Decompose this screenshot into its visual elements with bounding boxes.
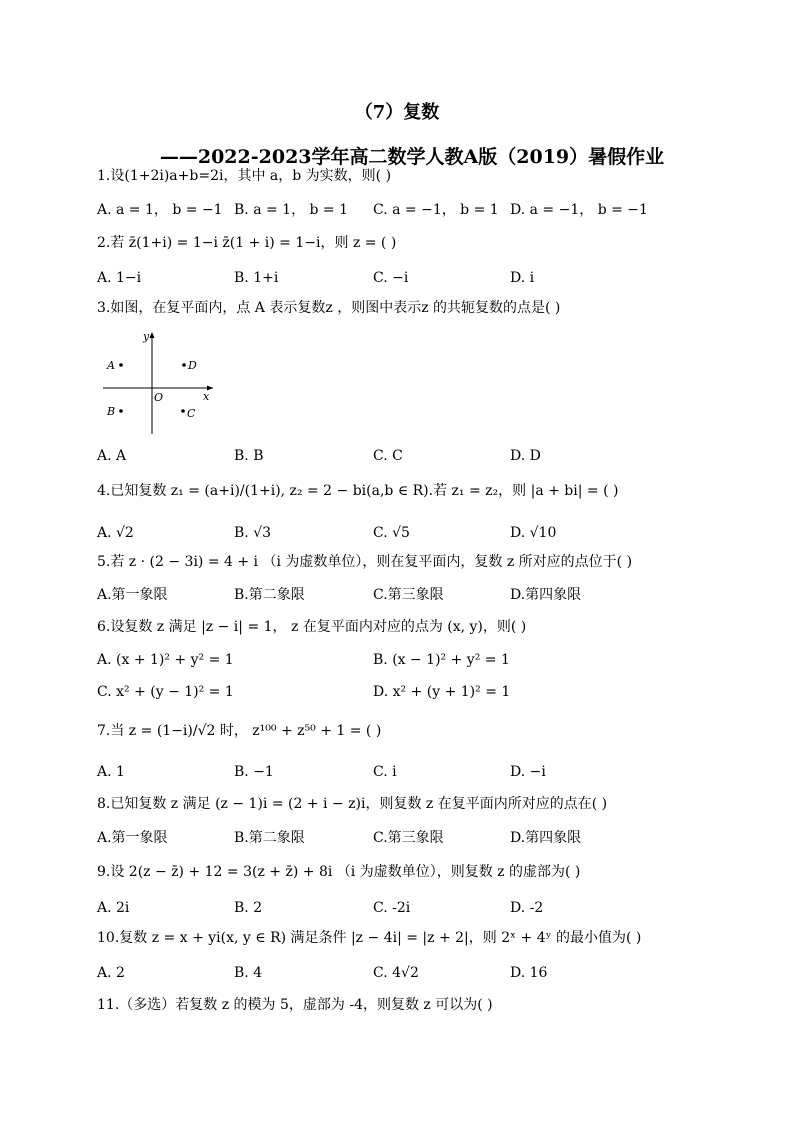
q8-option-b[interactable]: B.第二象限	[234, 830, 305, 846]
question-3-options	[97, 446, 717, 466]
q1-option-d[interactable]: D. a = −1， b = −1	[510, 202, 648, 218]
q3-option-c[interactable]: C. C	[373, 448, 403, 464]
complex-plane-figure	[97, 328, 217, 438]
q3-option-b[interactable]: B. B	[234, 448, 264, 464]
question-3-stem: 3.如图，在复平面内，点 A 表示复数z ，则图中表示z 的共轭复数的点是( )	[97, 300, 561, 316]
q8-option-a[interactable]: A.第一象限	[97, 830, 168, 846]
question-2-stem: 2.若 z̄(1+i) = 1−i z̄(1 + i) = 1−i，则 z = ( )	[97, 235, 397, 251]
q5-option-c[interactable]: C.第三象限	[373, 587, 444, 603]
point-a-label: A	[107, 359, 115, 372]
q6-option-b[interactable]: B. (x − 1)² + y² = 1	[373, 652, 510, 668]
question-5-stem: 5.若 z · (2 − 3i) = 4 + i （i 为虚数单位），则在复平面内，复数 z 所对应的点位于( )	[97, 554, 633, 570]
point-d	[182, 363, 186, 367]
x-axis-label: x	[203, 390, 210, 403]
q9-option-d[interactable]: D. -2	[510, 900, 544, 916]
question-11-stem: 11.（多选）若复数 z 的模为 5，虚部为 -4，则复数 z 可以为( )	[97, 997, 493, 1013]
q10-option-a[interactable]: A. 2	[97, 965, 125, 981]
q6-option-a[interactable]: A. (x + 1)² + y² = 1	[97, 652, 234, 668]
q2-option-d[interactable]: D. i	[510, 270, 535, 286]
q4-option-c[interactable]: C. √5	[373, 525, 410, 541]
y-axis-label: y	[143, 330, 150, 343]
point-c-label: C	[187, 407, 196, 420]
q8-option-d[interactable]: D.第四象限	[510, 830, 582, 846]
question-1-options	[97, 200, 717, 220]
q10-option-b[interactable]: B. 4	[234, 965, 263, 981]
question-1-stem: 1.设(1+2i)a+b=2i，其中 a，b 为实数，则( )	[97, 168, 392, 184]
question-10-stem: 10.复数 z = x + yi(x, y ∈ R) 满足条件 |z − 4i| = |z + 2|，则 2ˣ + 4ʸ 的最小值为( )	[97, 930, 642, 946]
worksheet-title: （7）复数	[354, 102, 440, 123]
origin-label: O	[154, 391, 164, 404]
q4-option-a[interactable]: A. √2	[97, 525, 134, 541]
q7-option-b[interactable]: B. −1	[234, 764, 274, 780]
question-4-options	[97, 523, 717, 543]
q3-option-d[interactable]: D. D	[510, 448, 541, 464]
q5-option-a[interactable]: A.第一象限	[97, 587, 168, 603]
q3-option-a[interactable]: A. A	[97, 448, 127, 464]
q1-option-c[interactable]: C. a = −1， b = 1	[373, 202, 499, 218]
point-d-label: D	[188, 359, 197, 372]
q7-option-a[interactable]: A. 1	[97, 764, 125, 780]
q7-option-d[interactable]: D. −i	[510, 764, 546, 780]
point-a	[119, 363, 123, 367]
question-8-options	[97, 828, 717, 848]
question-4-stem: 4.已知复数 z₁ = (a+i)/(1+i), z₂ = 2 − bi(a,b ∈ R).若 z₁ = z₂，则 |a + bi| = ( )	[97, 483, 619, 499]
question-6-options-row1	[97, 650, 717, 670]
question-9-options	[97, 898, 717, 918]
q2-option-b[interactable]: B. 1+i	[234, 270, 279, 286]
y-axis-arrow	[150, 332, 155, 338]
worksheet-subtitle: ——2022-2023学年高二数学人教A版（2019）暑假作业	[159, 146, 665, 168]
point-b-label: B	[107, 405, 116, 418]
q9-option-b[interactable]: B. 2	[234, 900, 263, 916]
question-9-stem: 9.设 2(z − z̄) + 12 = 3(z + z̄) + 8i （i 为虚数单位），则复数 z 的虚部为( )	[97, 864, 581, 880]
q6-option-c[interactable]: C. x² + (y − 1)² = 1	[97, 684, 234, 700]
q1-option-b[interactable]: B. a = 1， b = 1	[234, 202, 349, 218]
q5-option-d[interactable]: D.第四象限	[510, 587, 582, 603]
point-c	[181, 409, 185, 413]
q2-option-c[interactable]: C. −i	[373, 270, 409, 286]
point-b	[119, 409, 123, 413]
q9-option-a[interactable]: A. 2i	[97, 900, 130, 916]
q9-option-c[interactable]: C. -2i	[373, 900, 411, 916]
q2-option-a[interactable]: A. 1−i	[97, 270, 142, 286]
question-8-stem: 8.已知复数 z 满足 (z − 1)i = (2 + i − z)i，则复数 z 在复平面内所对应的点在( )	[97, 796, 608, 812]
q10-option-c[interactable]: C. 4√2	[373, 965, 419, 981]
q7-option-c[interactable]: C. i	[373, 764, 397, 780]
question-2-options	[97, 268, 717, 288]
question-5-options	[97, 585, 717, 605]
q1-option-a[interactable]: A. a = 1， b = −1	[97, 202, 223, 218]
question-7-options	[97, 762, 717, 782]
q5-option-b[interactable]: B.第二象限	[234, 587, 305, 603]
q8-option-c[interactable]: C.第三象限	[373, 830, 444, 846]
question-6-options-row2	[97, 682, 717, 702]
q4-option-b[interactable]: B. √3	[234, 525, 272, 541]
question-10-options	[97, 963, 717, 983]
question-7-stem: 7.当 z = (1−i)/√2 时， z¹⁰⁰ + z⁵⁰ + 1 = ( )	[97, 723, 382, 739]
q6-option-d[interactable]: D. x² + (y + 1)² = 1	[373, 684, 511, 700]
q4-option-d[interactable]: D. √10	[510, 525, 557, 541]
q10-option-d[interactable]: D. 16	[510, 965, 548, 981]
question-6-stem: 6.设复数 z 满足 |z − i| = 1， z 在复平面内对应的点为 (x, y)，则( )	[97, 619, 527, 635]
